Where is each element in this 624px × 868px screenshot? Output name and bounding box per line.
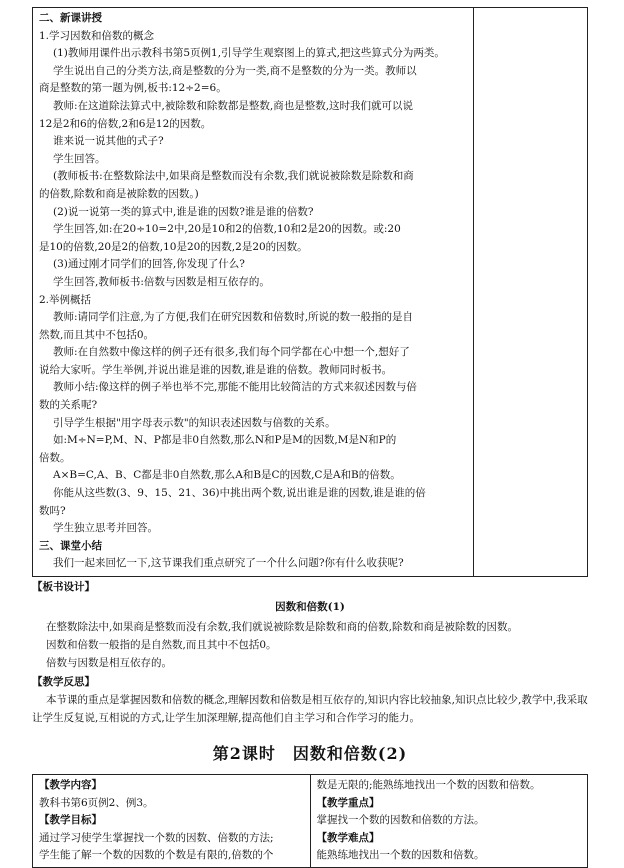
lesson-line: 你能从这些数(3、9、15、21、36)中挑出两个数,说出谁是谁的因数,谁是谁的倍 <box>53 487 426 500</box>
lesson-line: (教师板书:在整数除法中,如果商是整数而没有余数,我们就说被除数是除数和商 <box>53 170 414 183</box>
lesson-line: 学生回答。 <box>53 152 106 165</box>
lesson-line: (2)说一说第一类的算式中,谁是谁的因数?谁是谁的倍数? <box>53 205 314 218</box>
lesson-line: 说给大家听。学生举例,并说出谁是谁的因数,谁是谁的倍数。教师同时板书。 <box>39 363 393 376</box>
lesson-content-cell <box>33 8 474 577</box>
lesson-line: 谁来说一说其他的式子? <box>53 135 164 148</box>
lesson2-text: 数是无限的;能熟练地找出一个数的因数和倍数。 <box>316 779 541 791</box>
lesson2-heading: 【教学重点】 <box>316 796 380 809</box>
lesson-line: 如:M÷N=P,M、N、P都是非0自然数,那么N和P是M的因数,M是N和P的 <box>53 434 397 447</box>
lesson-line: 2.举例概括 <box>39 293 92 306</box>
lesson-title: 第2课时 因数和倍数(2) <box>212 744 408 763</box>
lesson2-table <box>32 774 588 868</box>
lesson-line: 学生独立思考并回答。 <box>53 522 158 535</box>
lesson-line: 我们一起来回忆一下,这节课我们重点研究了一个什么问题?你有什么收获呢? <box>53 557 404 570</box>
board-header: 【板书设计】 <box>32 581 95 593</box>
lesson-line: 教师:请同学们注意,为了方便,我们在研究因数和倍数时,所说的数一般指的是自 <box>53 311 414 324</box>
lesson-line: 数的关系呢? <box>39 399 98 412</box>
lesson-table <box>32 7 588 577</box>
lesson2-text: 通过学习使学生掌握找一个数的因数、倍数的方法; <box>39 831 274 844</box>
lesson-lines <box>39 10 467 573</box>
teaching-reflection <box>32 674 588 727</box>
lesson-line: 是10的倍数,20是2的倍数,10是20的因数,2是20的因数。 <box>39 240 308 253</box>
lesson-line: 数吗? <box>39 504 66 517</box>
lesson-line: 倍数。 <box>39 451 71 464</box>
lesson2-text: 教科书第6页例2、例3。 <box>39 796 154 809</box>
lesson-line: 商是整数的第一题为例,板书:12÷2=6。 <box>39 82 227 95</box>
board-title: 因数和倍数(1) <box>275 601 345 613</box>
lesson-line: (3)通过刚才同学们的回答,你发现了什么? <box>53 258 245 271</box>
reflection-text: 本节课的重点是掌握因数和倍数的概念,理解因数和倍数是相互依存的,知识内容比较抽象,知识点比较少,教学中,我采取让学生反复说,互相说的方式,让学生加深理解,提高他们自主学习和合作学习的能力。 <box>32 694 588 724</box>
lesson-line: 教师:在这道除法算式中,被除数和除数都是整数,商也是整数,这时我们就可以说 <box>53 99 414 112</box>
board-line: 倍数与因数是相互依存的。 <box>46 657 172 669</box>
lesson-line: 的倍数,除数和商是被除数的因数。) <box>39 187 199 200</box>
lesson-line: 引导学生根据"用字母表示数"的知识表述因数与倍数的关系。 <box>53 416 336 429</box>
lesson-line: 教师:在自然数中像这样的例子还有很多,我们每个同学都在心中想一个,想好了 <box>53 346 410 359</box>
lesson-line: 三、课堂小结 <box>39 539 102 552</box>
board-design <box>32 579 588 672</box>
lesson-line: 学生说出自己的分类方法,商是整数的分为一类,商不是整数的分为一类。教师以 <box>53 64 417 77</box>
lesson2-heading: 【教学目标】 <box>39 814 102 826</box>
lesson-line: 学生回答,教师板书:倍数与因数是相互依存的。 <box>53 275 270 288</box>
lesson2-heading: 【教学内容】 <box>39 779 102 791</box>
lesson-line: 教师小结:像这样的例子举也举不完,那能不能用比较简洁的方式来叙述因数与倍 <box>53 381 417 394</box>
lesson2-text: 能熟练地找出一个数的因数和倍数。 <box>316 849 485 861</box>
lesson2-right-cell <box>310 775 588 868</box>
lesson-line: (1)教师用课件出示教科书第5页例1,引导学生观察图上的算式,把这些算式分为两类。 <box>53 47 445 60</box>
lesson-line: A×B=C,A、B、C都是非0自然数,那么A和B是C的因数,C是A和B的倍数。 <box>53 469 401 482</box>
lesson-line: 1.学习因数和倍数的概念 <box>39 29 155 42</box>
lesson2-left-cell <box>33 775 311 868</box>
lesson-line: 二、新课讲授 <box>39 12 102 24</box>
board-line: 在整数除法中,如果商是整数而没有余数,我们就说被除数是除数和商的倍数,除数和商是被除数的因数。 <box>46 621 519 633</box>
lesson-line: 12是2和6的倍数,2和6是12的因数。 <box>39 117 212 130</box>
reflection-header: 【教学反思】 <box>32 676 95 688</box>
lesson2-text: 掌握找一个数的因数和倍数的方法。 <box>316 814 485 826</box>
page <box>32 7 588 868</box>
lesson-line: 然数,而且其中不包括0。 <box>39 328 155 341</box>
lesson-line: 学生回答,如:在20÷10=2中,20是10和2的倍数,10和2是20的因数。或:20 <box>53 223 401 236</box>
lesson2-heading: 【教学难点】 <box>316 831 380 844</box>
lesson2-text: 学生能了解一个数的因数的个数是有限的,倍数的个 <box>39 849 274 861</box>
notes-cell <box>474 8 588 577</box>
board-line: 因数和倍数一般指的是自然数,而且其中不包括0。 <box>46 639 277 651</box>
